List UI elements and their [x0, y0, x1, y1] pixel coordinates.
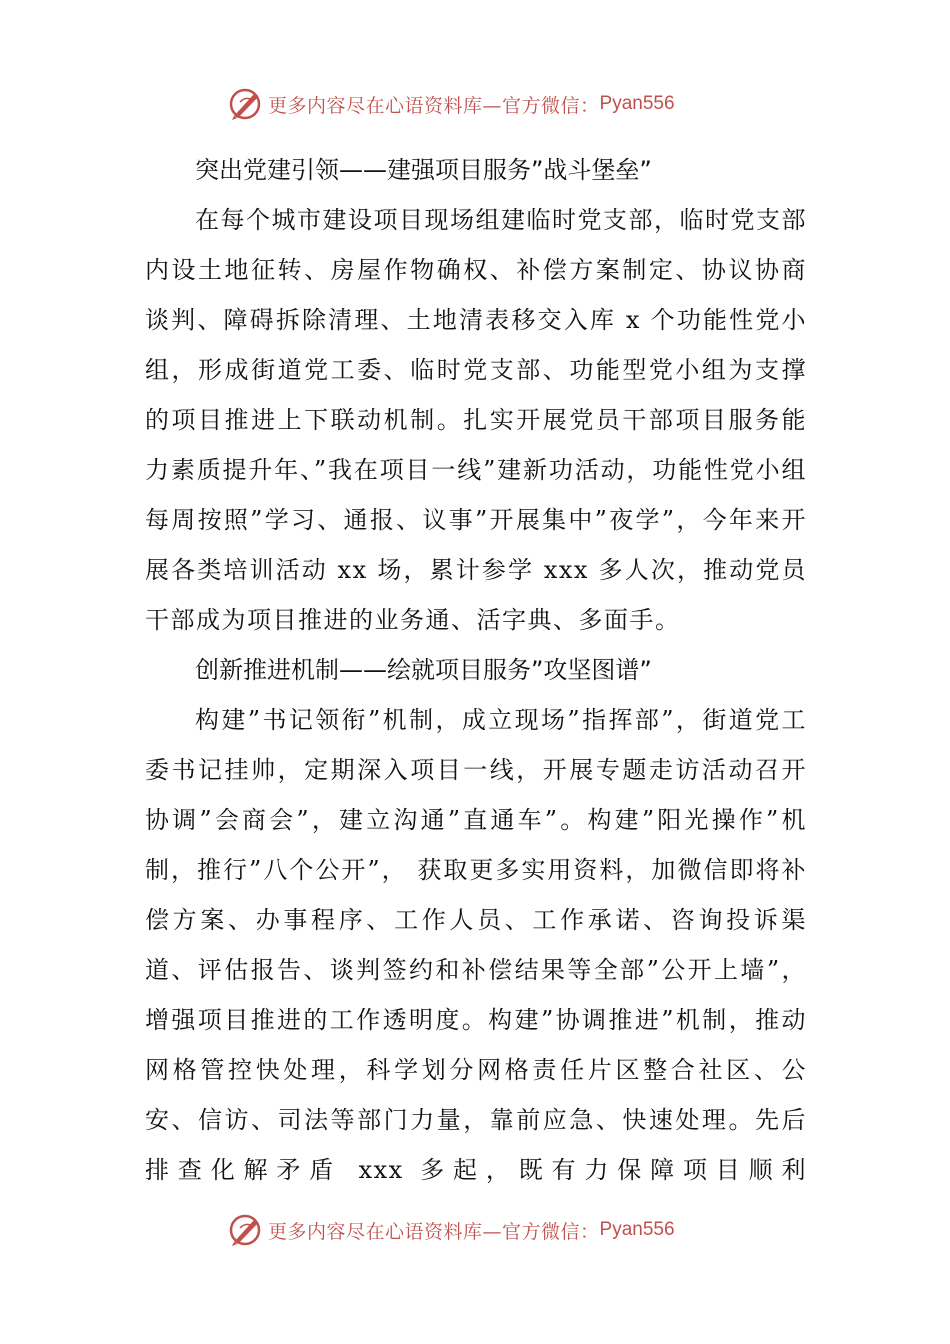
header-watermark-banner — [228, 84, 748, 124]
section-heading: 突出党建引领——建强项目服务”战斗堡垒” — [195, 156, 652, 184]
section-paragraph: 构建”书记领衔”机制，成立现场”指挥部”，街道党工委书记挂帅，定期深入项目一线，开展专题走访活动召开协调”会商会”，建立沟通”直通车”。构建”阳光操作”机制，推行”八个公开”， 获取更多实用资料，加微信即将补偿方案、办事程序、工作人员、工作承诺、咨询投诉渠道、评估报告、谈判签约和补偿结果等全部”公开上墙”，增强项目推进的工作透明度。构建”协调推进”机制，推动网格管控快处理，科学划分网格责任片区整合社区、公安、信访、司法等部门力量，靠前应急、快速处理。先后排查化解矛盾 xxx 多起，既有力保障项目顺利 — [145, 706, 807, 1184]
banner-wechat-id: Pyan556 — [599, 1219, 675, 1240]
document-body — [145, 145, 807, 1195]
section-heading: 创新推进机制——绘就项目服务”攻坚图谱” — [195, 656, 652, 684]
section-paragraph: 在每个城市建设项目现场组建临时党支部，临时党支部内设土地征转、房屋作物确权、补偿方案制定、协议协商谈判、障碍拆除清理、土地清表移交入库 x 个功能性党小组，形成街道党工委、临时党支部、功能型党小组为支撑的项目推进上下联动机制。扎实开展党员干部项目服务能力素质提升年、”我在项目一线”建新功活动，功能性党小组每周按照”学习、通报、议事”开展集中”夜学”，今年来开展各类培训活动 xx 场，累计参学 xxx 多人次，推动党员干部成为项目推进的业务通、活字典、多面手。 — [145, 206, 807, 634]
banner-text: 更多内容尽在心语资料库—官方微信： — [268, 94, 600, 117]
pen-logo-icon — [228, 86, 264, 122]
banner-text: 更多内容尽在心语资料库—官方微信： — [268, 1220, 600, 1243]
banner-wechat-id: Pyan556 — [599, 93, 675, 114]
footer-watermark-banner — [228, 1210, 748, 1250]
pen-logo-icon — [228, 1212, 264, 1248]
